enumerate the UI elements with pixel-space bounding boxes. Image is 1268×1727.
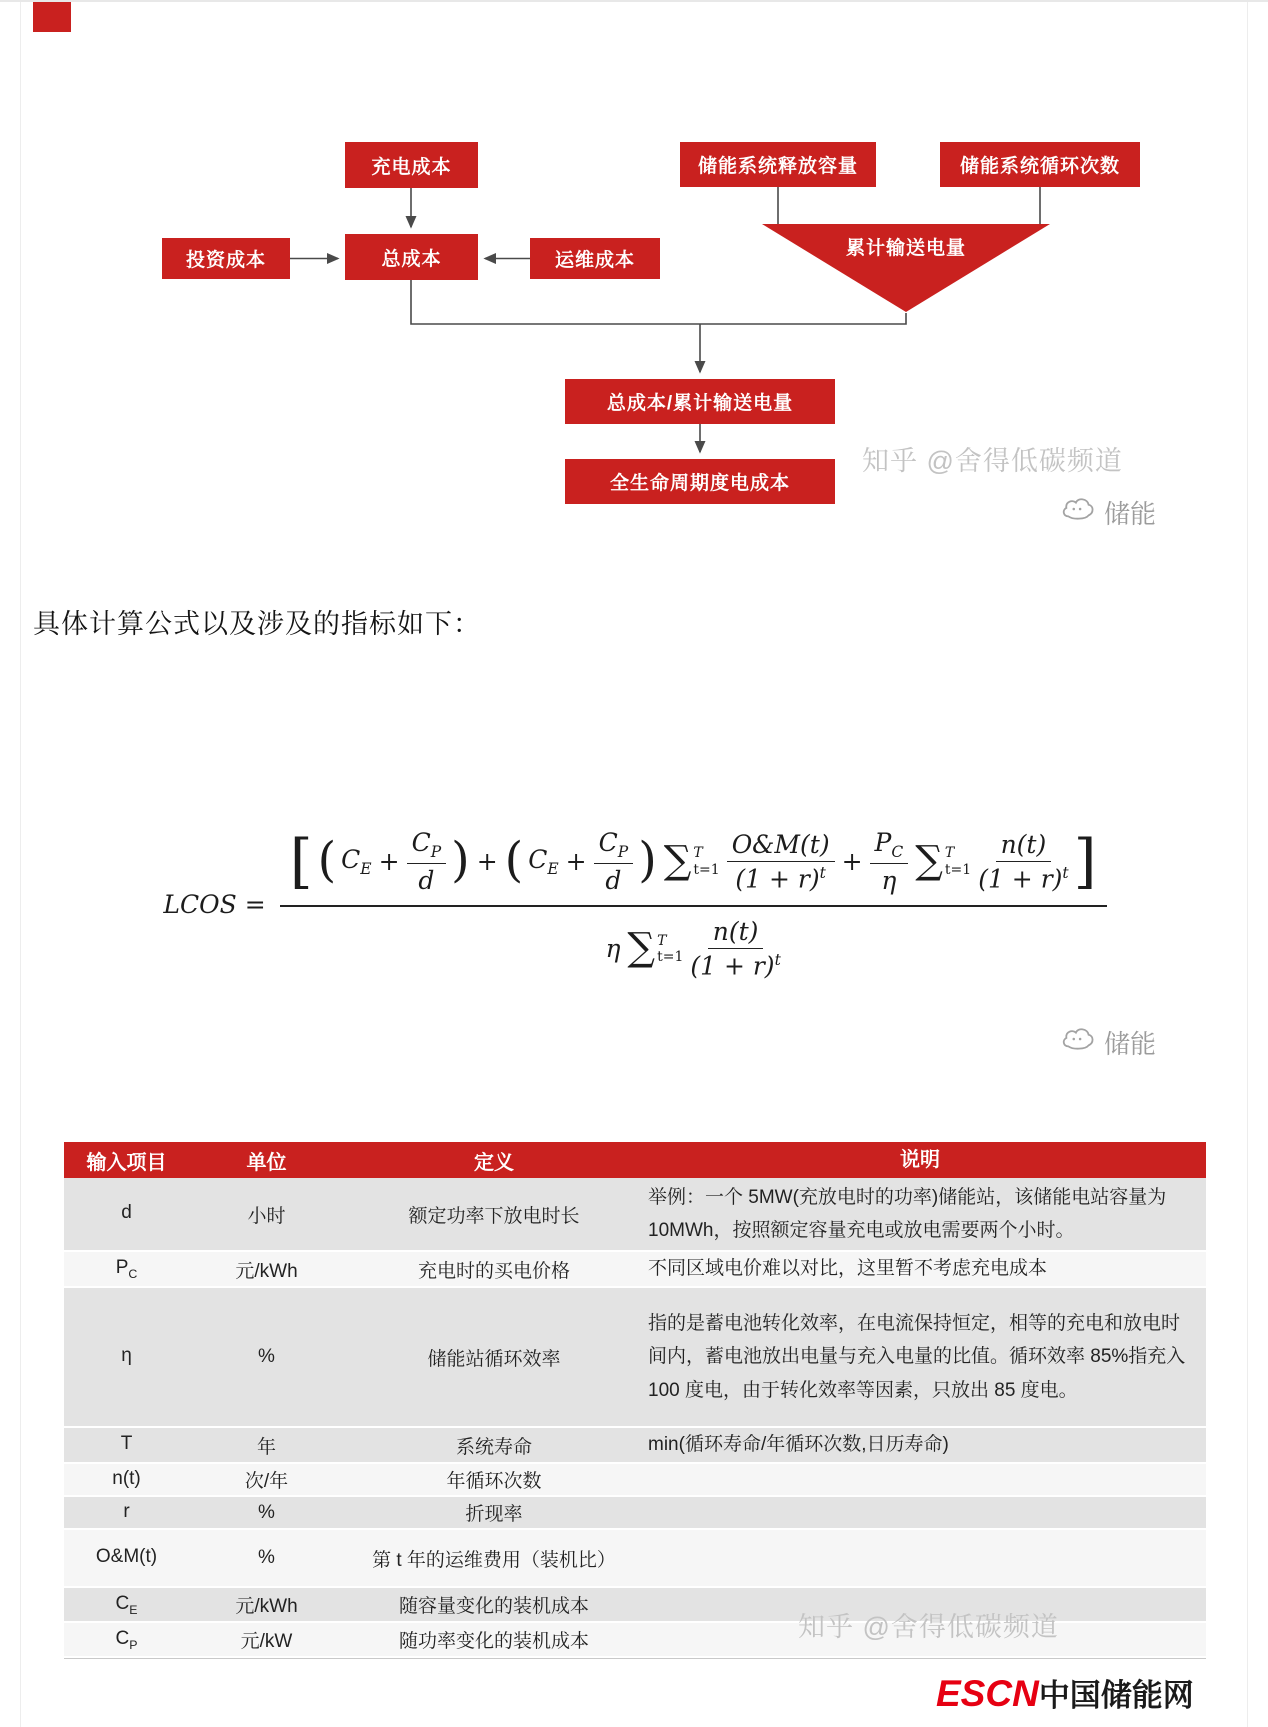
cell-definition: 系统寿命 (455, 1436, 532, 1458)
summation: ∑ T t=1 (627, 925, 684, 971)
cell-item: r (123, 1500, 130, 1522)
cell-item: O&M(t) (95, 1546, 158, 1568)
cell-unit: 元/kWh (235, 1596, 298, 1617)
formula-denominator: η ∑ T t=1 $\frac{n(t)}{(1 + r)^t}$ (605, 917, 781, 981)
table-row-eta (64, 1288, 1206, 1428)
flow-box-release-capacity (680, 142, 876, 187)
cell-description: 不同区域电价难以对比，这里暂不考虑充电成本 (648, 1258, 1048, 1280)
cell-definition: 随容量变化的装机成本 (398, 1596, 589, 1617)
cell-definition: 额定功率下放电时长 (408, 1205, 580, 1227)
table-row-pc (64, 1252, 1206, 1288)
chuneng-watermark-text: 储能 (1104, 499, 1157, 529)
cell-definition: 储能站循环效率 (427, 1348, 561, 1370)
cell-definition: 年循环次数 (446, 1471, 542, 1492)
flow-label-total-cost: 总成本 (381, 248, 442, 270)
cell-unit: 次/年 (244, 1471, 289, 1492)
flow-label-cycle-count: 储能系统循环次数 (959, 156, 1120, 177)
flow-box-total-cost (345, 234, 478, 280)
cell-unit: % (258, 1547, 275, 1568)
flow-box-total-over-cumulative (565, 379, 835, 424)
flow-box-investment-cost (162, 238, 290, 279)
column-header-definition: 定义 (474, 1151, 514, 1174)
table-row-omt (64, 1530, 1206, 1588)
cell-description (644, 1550, 1206, 1566)
flow-label-charging-cost: 充电成本 (371, 156, 452, 178)
cell-definition: 随功率变化的装机成本 (398, 1631, 589, 1652)
cell-unit: 元/kW (240, 1631, 293, 1652)
section-heading: 具体计算公式以及涉及的指标如下： (33, 609, 481, 639)
cell-definition: 折现率 (465, 1504, 523, 1525)
indicator-table (64, 1142, 1206, 1659)
flow-label-release-capacity: 储能系统释放容量 (697, 156, 858, 177)
cell-item: n(t) (112, 1467, 141, 1489)
chuneng-cloud-icon (1060, 1025, 1096, 1060)
escn-logo-text: ESCN (936, 1673, 1039, 1714)
table-row-r (64, 1497, 1206, 1530)
chuneng-watermark (1060, 1024, 1156, 1061)
cell-unit: 年 (256, 1436, 276, 1458)
formula-lhs: LCOS = (163, 889, 266, 919)
cell-unit: % (258, 1501, 275, 1523)
flow-label-cumulative-energy: 累计输送电量 (845, 238, 966, 259)
flow-box-om-cost (530, 238, 660, 279)
cell-item: T (120, 1433, 133, 1455)
cell-item: $C_E$ (115, 1592, 138, 1617)
escn-logo (936, 1670, 1194, 1715)
cell-unit: 元/kWh (235, 1260, 298, 1282)
cell-item: $P_C$ (115, 1257, 138, 1281)
summation: ∑ T t=1 (663, 838, 720, 884)
cell-description (644, 1472, 1206, 1488)
cell-description: 举例：一个 5MW(充放电时的功率)储能站，该储能电站容量为 10MWh，按照额定容量充电或放电需要两个小时。 (648, 1186, 1167, 1241)
flow-label-investment-cost: 投资成本 (185, 250, 266, 271)
formula-main-fraction (280, 828, 1107, 980)
chuneng-watermark-text: 储能 (1104, 1029, 1157, 1059)
zhihu-watermark: 知乎 @舍得低碳频道 (798, 1612, 1059, 1642)
flow-box-charging-cost (345, 142, 478, 188)
lcos-formula (120, 828, 1150, 980)
flow-box-lifecycle-lcos (565, 459, 835, 504)
formula-numerator: [ ( $C_E$ + $\frac{C_P}{d}$ ) + ( $C_E$ + $\frac{C_P}{d}$ ) ∑ T t=1 $\frac{O\&M(t)}{(1 + r)^t}$ + $\frac{P_C}{\eta}$ ∑ T t=1 $\frac{n(t)}{(1 + r)^t}$ ] (280, 828, 1107, 907)
flow-label-total-over-cumulative: 总成本/累计输送电量 (606, 393, 794, 414)
flow-label-lifecycle-lcos: 全生命周期度电成本 (609, 473, 790, 494)
table-row-d (64, 1178, 1206, 1252)
cell-description: min(循环寿命/年循环次数,日历寿命) (648, 1434, 949, 1456)
flow-box-cycle-count (940, 142, 1140, 187)
cell-unit: % (258, 1346, 275, 1367)
cell-item: d (121, 1202, 132, 1224)
column-header-unit: 单位 (246, 1151, 287, 1174)
column-header-description: 说明 (900, 1148, 940, 1171)
cell-description: 指的是蓄电池转化效率，在电流保持恒定，相等的充电和放电时间内，蓄电池放出电量与充入电量的比值。循环效率 85%指充入 100 度电，由于转化效率等因素，只放出 85 度电。 (648, 1313, 1186, 1401)
escn-logo-chinese: 中国储能网 (1038, 1678, 1194, 1713)
summation: ∑ T t=1 (915, 838, 972, 884)
cell-unit: 小时 (247, 1205, 286, 1227)
chuneng-cloud-icon (1060, 495, 1096, 530)
cell-description (644, 1505, 1206, 1521)
zhihu-watermark: 知乎 @舍得低碳频道 (862, 446, 1123, 476)
cell-item: η (121, 1345, 132, 1367)
column-header-item: 输入项目 (86, 1151, 167, 1174)
chuneng-watermark (1060, 494, 1156, 531)
table-row-t (64, 1428, 1206, 1464)
cell-definition: 充电时的买电价格 (417, 1260, 570, 1282)
flow-label-om-cost: 运维成本 (554, 250, 635, 271)
cell-definition: 第 t 年的运维费用（装机比） (372, 1549, 616, 1571)
cell-item: $C_P$ (115, 1627, 138, 1652)
